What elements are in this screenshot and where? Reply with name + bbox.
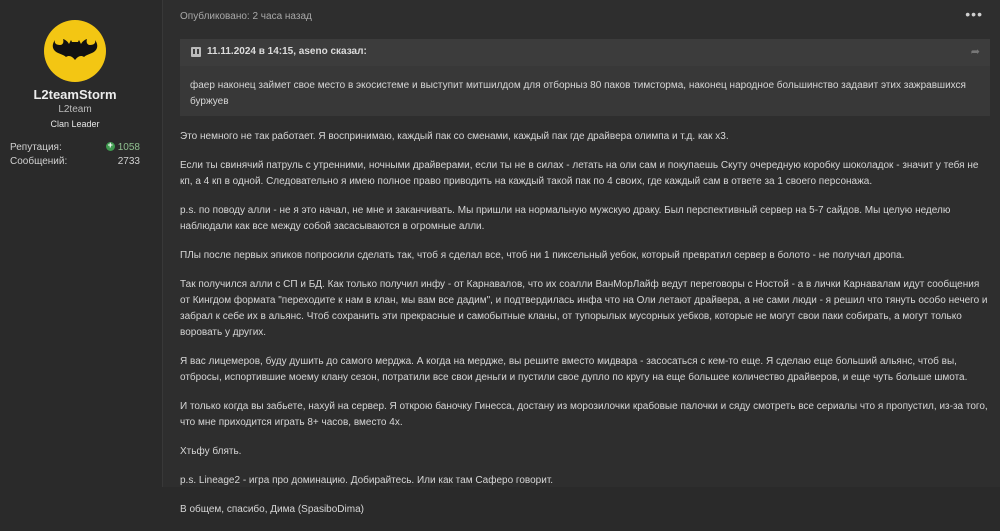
paragraph: Это немного не так работает. Я воспринимаю, каждый пак со сменами, каждый пак где драйвера олимпа и т.д. как x3. [180, 131, 729, 142]
paragraph: ПЛы после первых эпиков попросили сделать так, чтоб я сделал все, чтоб ни 1 пиксельный уебок, который превратил сервер в болото - не получал дропа. [180, 250, 905, 261]
author-name[interactable]: L2teamStorm [33, 87, 117, 102]
quote-icon [191, 47, 201, 57]
reputation-value-wrap[interactable] [106, 142, 140, 153]
paragraph: Так получился алли с СП и БД. Как только получил инфу - от Карнавалов, что их соалли ВанМорЛайф ведут переговоры с Ностой - а в лички Карнавалам идут сообщения от Кингдом формата "переходите к нам в клан, мы вам все дадим", и подтвердилась инфа что на Оли летают драйвера, а не сами люди - я решил что тянуть особо нечего и забрал к себе их в альянс. Чтоб сохранить эти прекрасные и самобытные кланы, от тупорылых мусорных уебков, которые не могут свои паки собирать, а могут только воровать у других. [180, 279, 988, 338]
reputation-stat [10, 142, 140, 153]
posts-label: Сообщений: [10, 156, 68, 167]
paragraph: Хтьфу блять. [180, 446, 242, 457]
paragraph: Я вас лицемеров, буду душить до самого мерджа. А когда на мердже, вы решите вместо мидвара - засосаться с кем-то еще. Я сделаю еще больший альянс, чтоб вы, отбросы, испортившие моему клану сезон, потратили все свои деньги и пустили свое дупло по кругу на еще большее количество драйверов, и еще чуть больше шмота. [180, 356, 968, 383]
quote-text: фаер наконец займет свое место в экосистеме и выступит митшилдом для отборныз 80 паков тимсторма, наконец народное большинство задавит этих зажравшихся буржуев [190, 80, 966, 107]
author-panel [0, 0, 150, 487]
author-group: L2team [58, 104, 92, 115]
reputation-value: 1058 [117, 142, 140, 153]
post-content [162, 0, 1000, 515]
posts-stat [10, 156, 140, 167]
paragraph: И только когда вы забьете, нахуй на сервер. Я открою баночку Гинесса, достану из морозилочки крабовые палочки и сяду смотреть все сериалы что я пропустил, из-за того, что мне приходится играть 8+ часов, вместо 4х. [180, 401, 988, 428]
reputation-label: Репутация: [10, 142, 62, 153]
reputation-plus-icon [106, 142, 115, 151]
author-title: Clan Leader [50, 119, 100, 129]
paragraph: В общем, спасибо, Дима (SpasiboDima) [180, 504, 364, 515]
paragraph: p.s. Lineage2 - игра про доминацию. Добирайтесь. Или как там Саферо говорит. [180, 475, 554, 486]
paragraph: Если ты свинячий патруль с утренними, ночными драйверами, если ты не в силах - летать на оли сам и покупаешь Скуту очередную коробку шоколадок - значит у тебя не кп, а 4 кп в одной. Следовательно я имею полное право приводить на каждый такой пак по 4 своих, где каждый сам в ответе за 1 своего персонажа. [180, 160, 979, 187]
posts-value: 2733 [117, 156, 140, 167]
post-body [180, 129, 990, 531]
more-dots-icon[interactable]: ••• [965, 6, 983, 22]
post-date[interactable]: Опубликовано: 2 часа назад [180, 11, 312, 22]
avatar[interactable] [44, 20, 106, 82]
quote-block [180, 39, 990, 116]
quote-header [180, 39, 990, 66]
paragraph: p.s. по поводу алли - не я это начал, не мне и заканчивать. Мы пришли на нормальную мужскую драку. Был перспективный сервер на 5-7 сайдов. Мы целую неделю наблюдали как все между собой засасываются в огромные алли. [180, 205, 951, 232]
quote-citation[interactable]: 11.11.2024 в 14:15, aseno сказал: [207, 46, 367, 57]
batman-logo-icon [44, 20, 106, 82]
share-arrow-icon[interactable]: ➦ [970, 46, 980, 58]
